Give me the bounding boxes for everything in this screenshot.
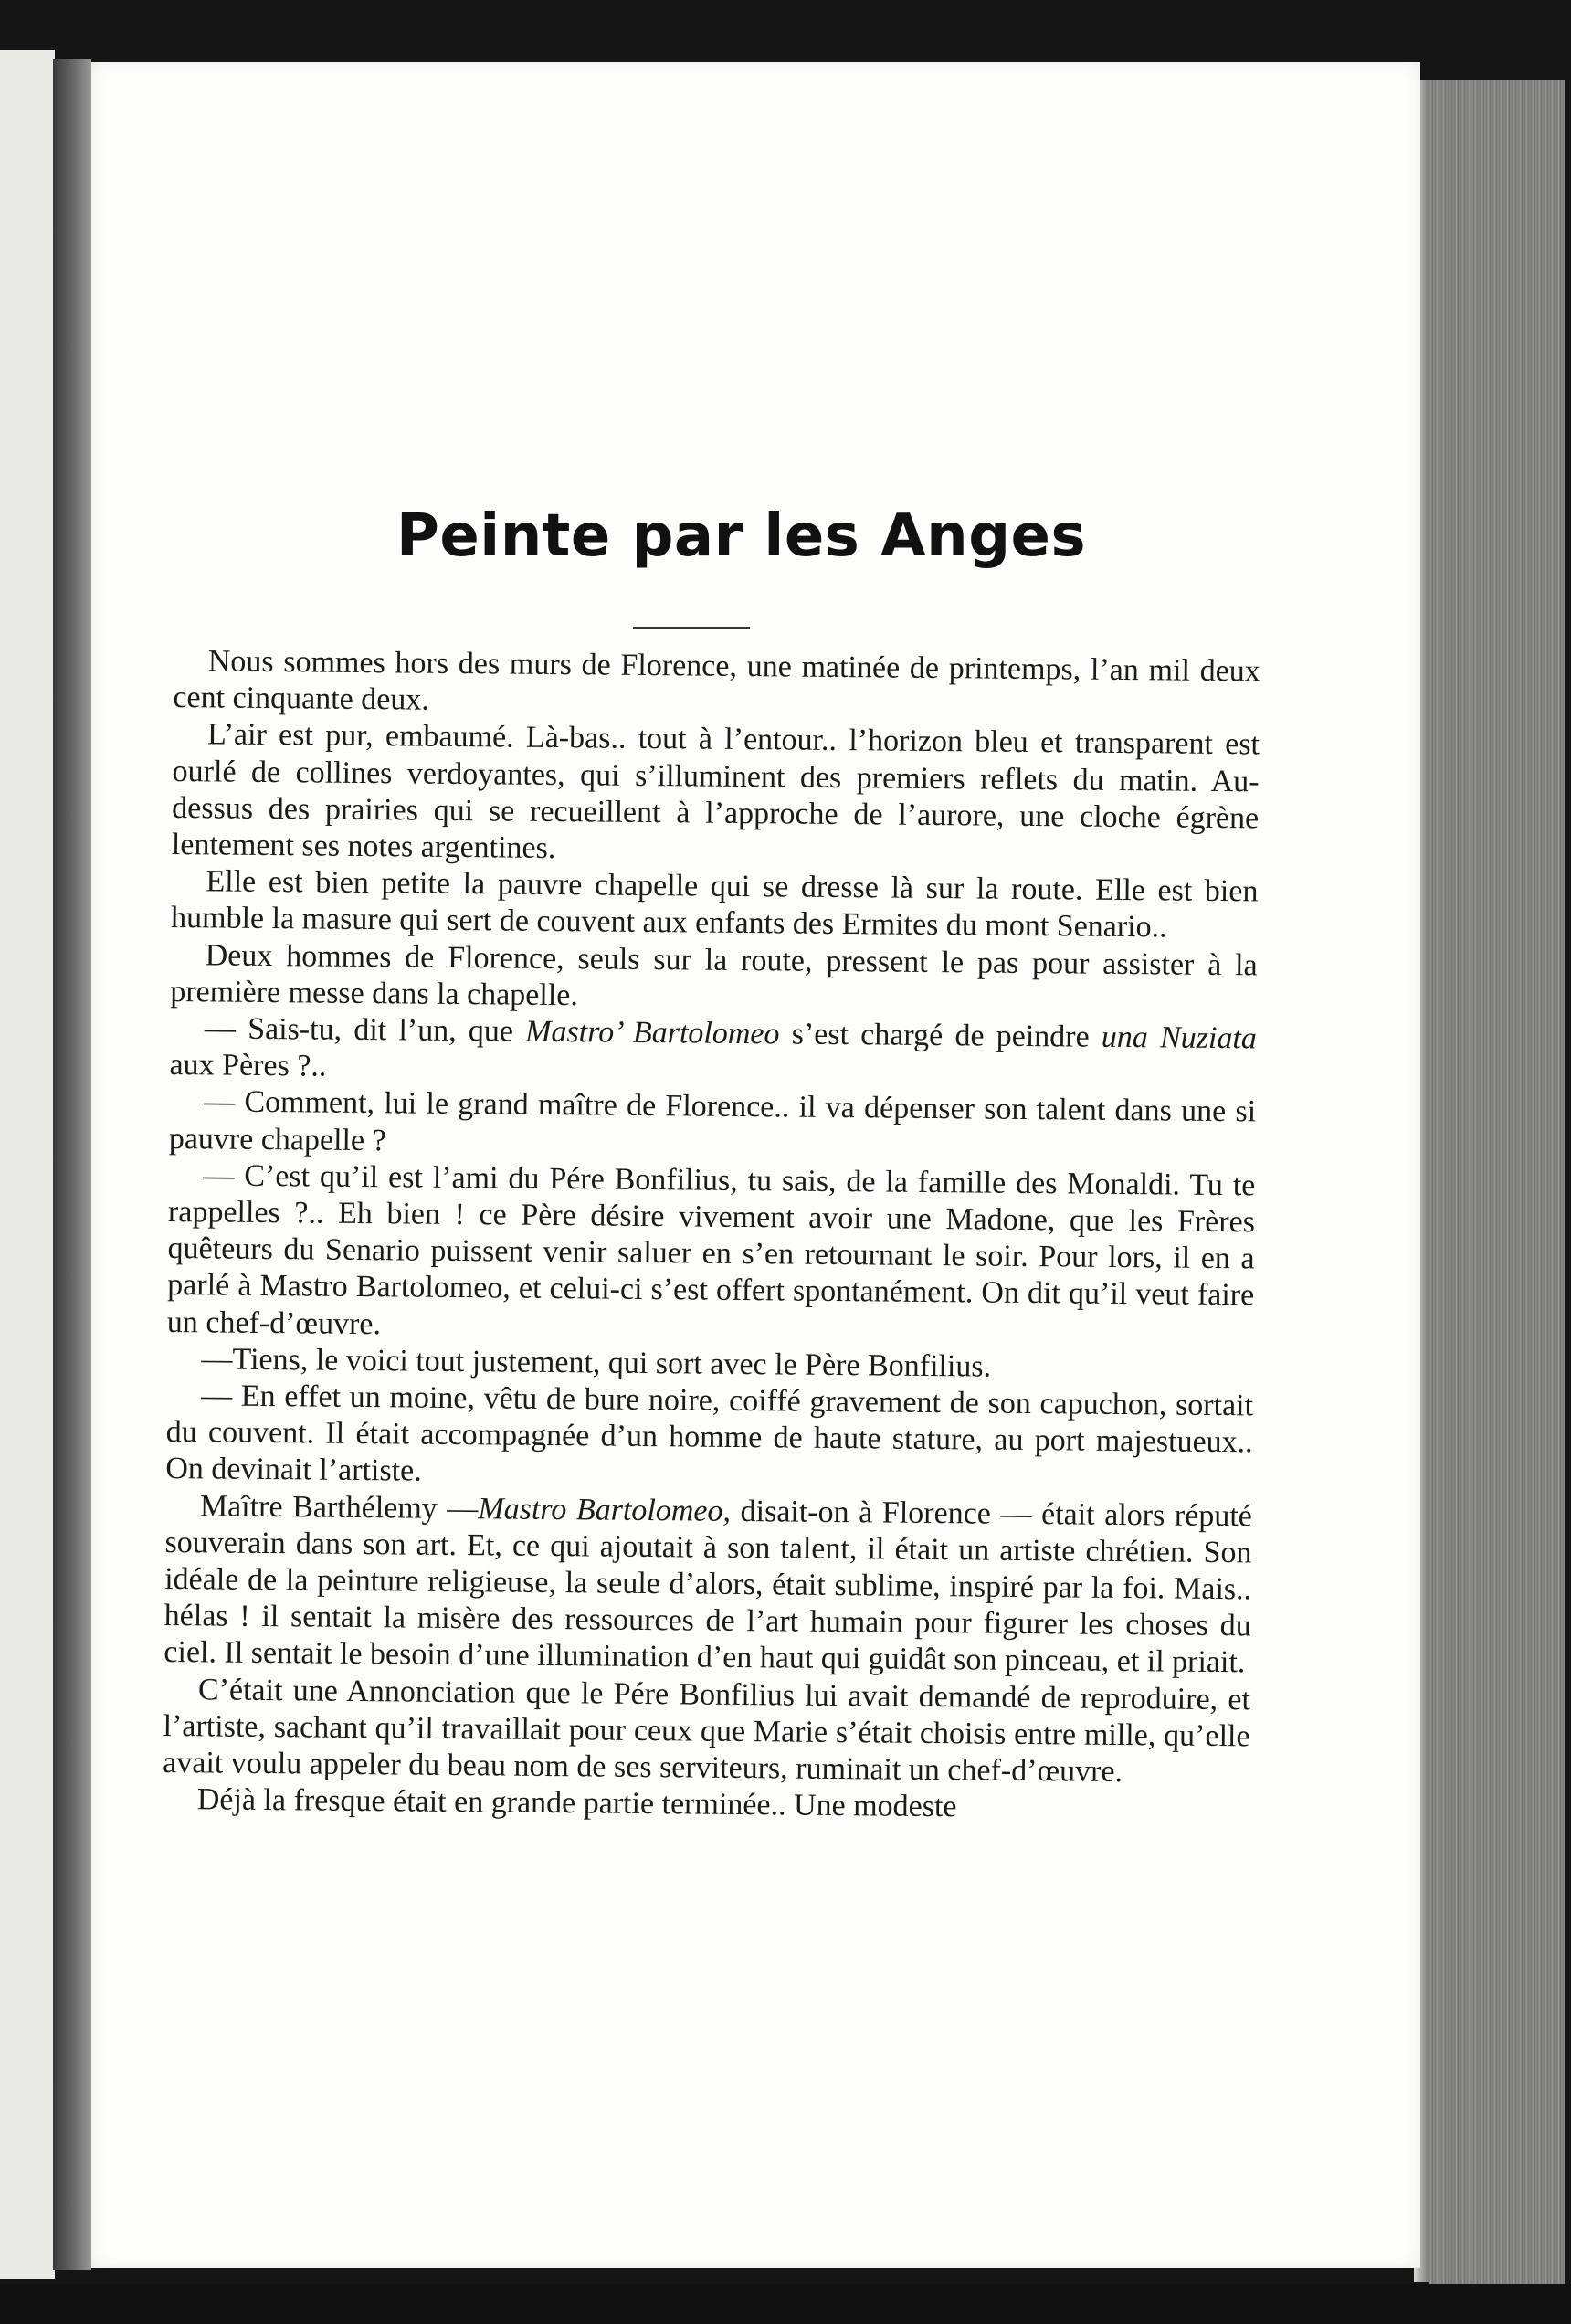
paragraph: — Comment, lui le grand maître de Florence.. il va dépenser son talent dans une si pauvre chapelle ? xyxy=(168,1084,1257,1157)
paragraph-text: s’est chargé de peindre xyxy=(779,1017,1102,1054)
paragraph: — C’est qu’il est l’ami du Pére Bonfilius, tu sais, de la famille des Monaldi. Tu te rappelles ?.. Eh bien ! ce Père désire vivement avoir une Madone, que les Frères quêteurs du Senario puissent venir saluer en s’en retournant le soir. Pour lors, il en a parlé à Mastro Bartolomeo, et celui-ci s’est offert spontanément. On dit qu’il veut faire un chef-d’œuvre. xyxy=(166,1158,1256,1341)
stacked-page-edges xyxy=(1429,80,1565,2291)
title-divider xyxy=(633,627,750,629)
paragraph-text: Maître Barthélemy — xyxy=(199,1488,479,1526)
italic-name: Mastro’ Bartolomeo xyxy=(525,1014,780,1051)
paragraph: Déjà la fresque était en grande partie terminée.. Une modeste xyxy=(196,1782,957,1824)
scan-bottom-edge xyxy=(0,2284,1571,2324)
chapter-title: Peinte par les Anges xyxy=(395,502,1087,570)
paragraph-text: — Sais-tu, dit l’un, que xyxy=(204,1011,526,1049)
paragraph xyxy=(169,1010,1257,1094)
paragraph-text: disait-on à Florence — était alors réputé souverain dans son art. Et, ce qui ajoutait à son talent, il était un artiste chrétien. Son idéale de la peinture religieuse, la seule d’alors, était sublime, inspiré par la foi. Mais.. hélas ! il sentait la misère des ressources de l’art humain pour figurer les choses du ciel. Il sentait le besoin d’une illumination d’en haut qui guidât son pinceau, et il priait. xyxy=(163,1494,1253,1680)
paragraph: Deux hommes de Florence, seuls sur la route, pressent le pas pour assister à la première messe dans la chapelle. xyxy=(170,937,1258,1013)
facing-page-edge xyxy=(0,50,55,2279)
italic-title: una Nuziata xyxy=(1101,1019,1258,1056)
italic-name: Mastro Bartolomeo, xyxy=(478,1491,732,1528)
book-page xyxy=(91,62,1420,2268)
paragraph: Nous sommes hors des murs de Florence, une matinée de printemps, l’an mil deux cent cinquante deux. xyxy=(173,644,1260,717)
paragraph: C’était une Annonciation que le Pére Bonfilius lui avait demandé de reproduire, et l’artiste, sachant qu’il travaillait pour ceux que Marie s’était choisis entre mille, qu’elle avait voulu appeler du beau nom de ses serviteurs, ruminait un chef-d’œuvre. xyxy=(163,1673,1251,1790)
book-binding-shadow xyxy=(53,59,91,2270)
paragraph: L’air est pur, embaumé. Là-bas.. tout à l’entour.. l’horizon bleu et transparent est ourlé de collines verdoyantes, qui s’illuminent des premiers reflets du matin. Au-dessus des prairies qui se recueillent à l’approche de l’aurore, une cloche égrène lentement ses notes argentines. xyxy=(171,717,1260,866)
paragraph-text: aux Pères ?.. xyxy=(169,1048,327,1083)
paragraph: — En effet un moine, vêtu de bure noire, coiffé gravement de son capuchon, sortait du couvent. Il était accompagnée d’un homme de haute stature, au port majestueux.. On devinait l’artiste. xyxy=(165,1379,1254,1489)
paragraph xyxy=(163,1488,1252,1682)
paragraph: —Tiens, le voici tout justement, qui sort avec le Père Bonfilius. xyxy=(201,1342,992,1384)
body-text xyxy=(163,643,1260,1829)
paragraph: Elle est bien petite la pauvre chapelle qui se dresse là sur la route. Elle est bien humble la masure qui sert de couvent aux enfants des Ermites du mont Senario.. xyxy=(170,864,1259,945)
